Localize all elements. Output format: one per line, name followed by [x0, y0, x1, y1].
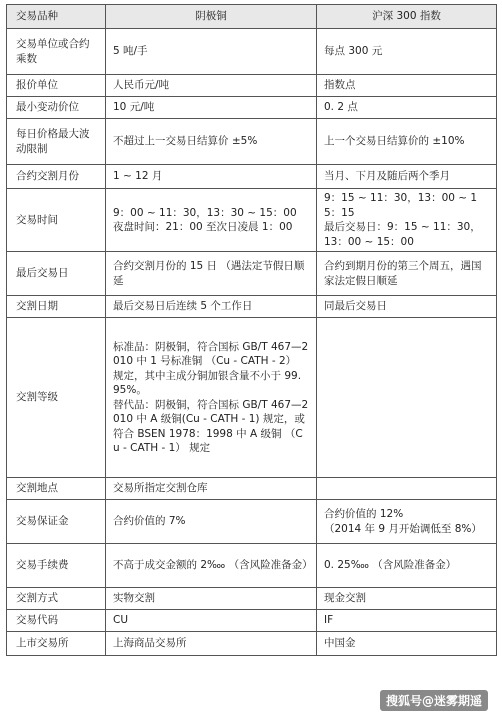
- table-row: [7, 588, 497, 610]
- row-label-cell: 交割日期: [7, 296, 106, 318]
- table-row: [7, 478, 497, 500]
- header-cell-copper: 阴极铜: [106, 5, 317, 29]
- csi300-value-cell: 合约到期月份的第三个周五，遇国家法定假日顺延: [317, 252, 497, 296]
- csi300-value-cell: 指数点: [317, 75, 497, 97]
- row-label-cell: 交易代码: [7, 610, 106, 632]
- copper-value-cell: 不超过上一交易日结算价 ±5%: [106, 119, 317, 165]
- copper-value-cell: 标准品：阴极铜，符合国标 GB/T 467—2010 中 1 号标准铜 （Cu - CATH - 2） 规定，其中主成分铜加银含量不小于 99. 95%。 替代品：阴极铜，符合国标 GB/T 467—2010 中 A 级铜(Cu - CATH - 1) 规定，或符合 BSEN 1978：1998 中 A 级铜 （Cu - CATH - 1） 规定: [106, 318, 317, 478]
- copper-value-cell: 1 ~ 12 月: [106, 165, 317, 189]
- csi300-value-cell: 合约价值的 12% （2014 年 9 月开始调低至 8%）: [317, 500, 497, 544]
- row-label-cell: 交易保证金: [7, 500, 106, 544]
- table-row: [7, 610, 497, 632]
- csi300-value-cell: 同最后交易日: [317, 296, 497, 318]
- copper-value-cell: 9：00 ~ 11：30，13：30 ~ 15：00 夜盘时间：21：00 至次日凌晨 1：00: [106, 189, 317, 252]
- csi300-value-cell: 每点 300 元: [317, 29, 497, 75]
- row-label-cell: 最小变动价位: [7, 97, 106, 119]
- copper-value-cell: CU: [106, 610, 317, 632]
- table-body: [7, 5, 497, 656]
- table-row: [7, 544, 497, 588]
- copper-value-cell: 不高于成交金额的 2‱ （含风险准备金）: [106, 544, 317, 588]
- table-row: [7, 29, 497, 75]
- csi300-value-cell: IF: [317, 610, 497, 632]
- header-cell-item: 交易品种: [7, 5, 106, 29]
- table-row: [7, 189, 497, 252]
- copper-value-cell: 交易所指定交割仓库: [106, 478, 317, 500]
- row-label-cell: 上市交易所: [7, 632, 106, 656]
- copper-value-cell: 合约价值的 7%: [106, 500, 317, 544]
- csi300-value-cell: [317, 478, 497, 500]
- table-header-row: [7, 5, 497, 29]
- row-label-cell: 交易单位或合约乘数: [7, 29, 106, 75]
- copper-value-cell: 人民币元/吨: [106, 75, 317, 97]
- csi300-value-cell: 0. 25‱ （含风险准备金）: [317, 544, 497, 588]
- table-row: [7, 252, 497, 296]
- table-row: [7, 500, 497, 544]
- table-row: [7, 119, 497, 165]
- copper-value-cell: 合约交割月份的 15 日 （遇法定节假日顺延: [106, 252, 317, 296]
- table-row: [7, 97, 497, 119]
- row-label-cell: 交割等级: [7, 318, 106, 478]
- header-cell-csi300: 沪深 300 指数: [317, 5, 497, 29]
- row-label-cell: 每日价格最大波动限制: [7, 119, 106, 165]
- row-label-cell: 最后交易日: [7, 252, 106, 296]
- row-label-cell: 交割地点: [7, 478, 106, 500]
- csi300-value-cell: 现金交割: [317, 588, 497, 610]
- table-row: [7, 296, 497, 318]
- copper-value-cell: 5 吨/手: [106, 29, 317, 75]
- csi300-value-cell: 上一个交易日结算价的 ±10%: [317, 119, 497, 165]
- row-label-cell: 交割方式: [7, 588, 106, 610]
- row-label-cell: 交易时间: [7, 189, 106, 252]
- futures-spec-table: [6, 4, 497, 656]
- copper-value-cell: 10 元/吨: [106, 97, 317, 119]
- row-label-cell: 交易手续费: [7, 544, 106, 588]
- row-label-cell: 报价单位: [7, 75, 106, 97]
- table-row: [7, 632, 497, 656]
- copper-value-cell: 最后交易日后连续 5 个工作日: [106, 296, 317, 318]
- row-label-cell: 合约交割月份: [7, 165, 106, 189]
- table-row: [7, 75, 497, 97]
- table-row: [7, 318, 497, 478]
- csi300-value-cell: 中国金: [317, 632, 497, 656]
- csi300-value-cell: 9：15 ~ 11：30，13：00 ~ 15：15 最后交易日：9：15 ~ 11：30， 13：00 ~ 15：00: [317, 189, 497, 252]
- csi300-value-cell: [317, 318, 497, 478]
- copper-value-cell: 上海商品交易所: [106, 632, 317, 656]
- table-row: [7, 165, 497, 189]
- csi300-value-cell: 当月、下月及随后两个季月: [317, 165, 497, 189]
- watermark-label: 搜狐号@迷雾期遥: [380, 690, 488, 711]
- copper-value-cell: 实物交割: [106, 588, 317, 610]
- csi300-value-cell: 0. 2 点: [317, 97, 497, 119]
